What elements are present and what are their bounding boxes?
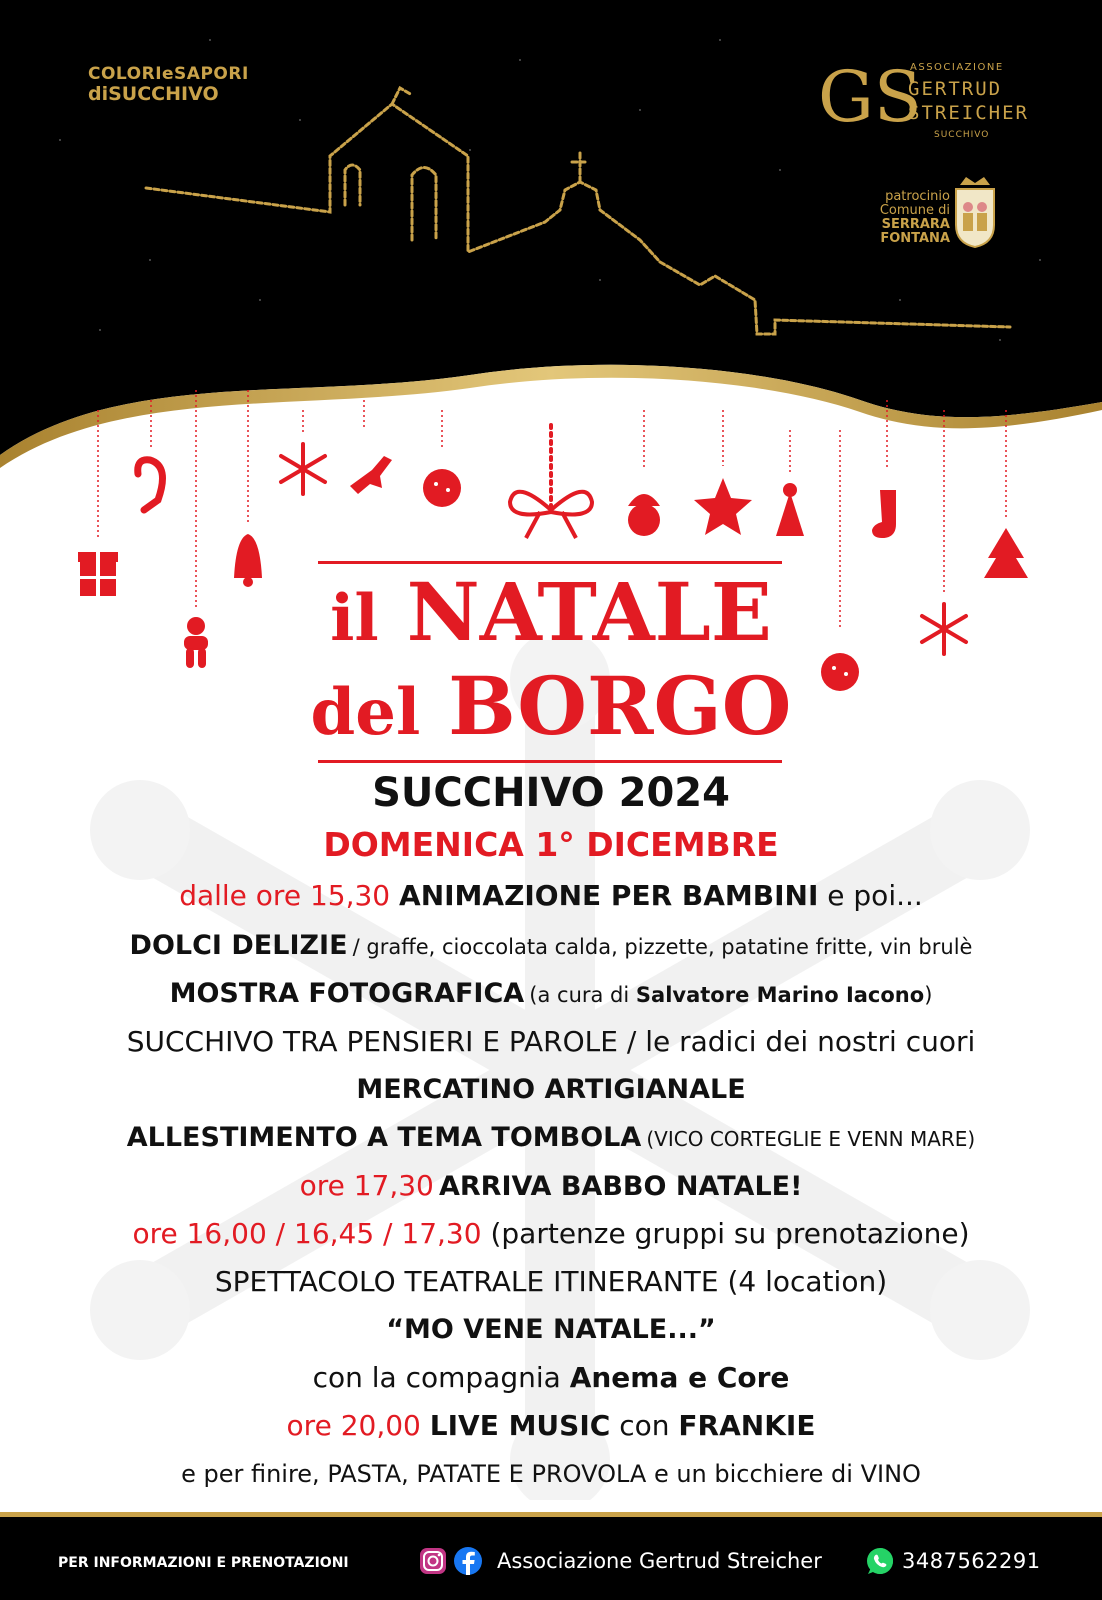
children-activity: ANIMAZIONE PER BAMBINI [399, 879, 819, 912]
program-line-11 [0, 1358, 1102, 1398]
title-rule-top [318, 561, 782, 564]
association-name-1: GERTRUD [908, 78, 1003, 100]
patronage-text [846, 190, 950, 246]
title-il: il [330, 581, 379, 656]
place-year: SUCCHIVO 2024 [372, 770, 730, 816]
logo-line-2: diSUCCHIVO [88, 83, 219, 105]
footer-bar [0, 1512, 1102, 1600]
children-time: dalle ore 15,30 [179, 879, 391, 912]
santa-arrival: ARRIVA BABBO NATALE! [438, 1171, 803, 1202]
footer-association-name[interactable]: Associazione Gertrud Streicher [497, 1549, 822, 1573]
municipal-crest-icon [952, 175, 998, 249]
social-icons [418, 1545, 488, 1577]
sweets-list: / graffe, cioccolata calda, pizzette, patatine fritte, vin brulè [352, 935, 973, 959]
title-del: del [310, 675, 421, 750]
santa-time: ore 17,30 [299, 1169, 434, 1202]
association-logo [818, 56, 1029, 156]
music-title: LIVE MUSIC [429, 1409, 611, 1442]
whatsapp-icon[interactable] [865, 1546, 895, 1576]
program-line-6 [0, 1118, 1102, 1161]
association-name-2: STREICHER [908, 102, 1029, 124]
association-town: SUCCHIVO [934, 130, 990, 140]
photo-curator-prefix: (a cura di [529, 983, 630, 1007]
company-name: Anema e Core [569, 1361, 790, 1394]
snowflake-ornament-icon [281, 444, 325, 494]
event-date: DOMENICA 1° DICEMBRE [323, 825, 779, 864]
tombola-title: ALLESTIMENTO A TEMA TOMBOLA [126, 1122, 642, 1153]
program-line-10: “MO VENE NATALE...” [386, 1314, 716, 1345]
program-line-1 [0, 876, 1102, 916]
program-line-7 [0, 1166, 1102, 1210]
program-line-3 [0, 974, 1102, 1017]
program-line-12 [0, 1406, 1102, 1446]
music-artist: FRANKIE [678, 1409, 816, 1442]
footer-gold-line [0, 1512, 1102, 1517]
patronage-line-4: FONTANA [880, 231, 950, 246]
title-line-2 [0, 660, 1102, 759]
patronage-line-2: Comune di [879, 203, 950, 218]
patronage-line-1: patrocinio [885, 189, 950, 204]
title-natale: NATALE [406, 565, 772, 659]
association-label: ASSOCIAZIONE [910, 62, 1004, 73]
sweets-title: DOLCI DELIZIE [129, 930, 348, 961]
program-line-4: SUCCHIVO TRA PENSIERI E PAROLE / le radici dei nostri cuori [126, 1025, 976, 1058]
logo-line-1: COLORIeSAPORI [88, 64, 249, 84]
music-time: ore 20,00 [286, 1409, 421, 1442]
footer-info-label: PER INFORMAZIONI E PRENOTAZIONI [58, 1555, 349, 1571]
program-line-5: MERCATINO ARTIGIANALE [356, 1074, 746, 1105]
association-monogram: GS [818, 56, 922, 138]
photo-curator-suffix: ) [924, 983, 933, 1007]
program-line-13: e per finire, PASTA, PATATE E PROVOLA e un bicchiere di VINO [181, 1460, 921, 1488]
children-suffix: e poi... [827, 879, 923, 912]
title-line-1 [0, 566, 1102, 665]
program-line-9: SPETTACOLO TEATRALE ITINERANTE (4 location) [214, 1265, 888, 1298]
facebook-icon[interactable] [454, 1547, 482, 1575]
program-line-8 [0, 1214, 1102, 1254]
instagram-icon[interactable] [420, 1548, 446, 1574]
colori-sapori-logo [88, 64, 249, 104]
patronage-line-3: SERRARA [881, 217, 950, 232]
music-with: con [619, 1409, 670, 1442]
theatre-booking: (partenze gruppi su prenotazione) [490, 1217, 970, 1250]
tombola-location: (VICO CORTEGLIE E VENN MARE) [646, 1127, 976, 1151]
title-borgo: BORGO [448, 659, 792, 753]
company-prefix: con la compagnia [312, 1361, 561, 1394]
theatre-times: ore 16,00 / 16,45 / 17,30 [132, 1217, 482, 1250]
photo-curator: Salvatore Marino Iacono [635, 983, 925, 1007]
title-rule-bottom [318, 760, 782, 763]
photo-exhibit: MOSTRA FOTOGRAFICA [169, 978, 525, 1009]
program-line-2 [0, 926, 1102, 969]
footer-phone[interactable]: 3487562291 [902, 1549, 1041, 1573]
